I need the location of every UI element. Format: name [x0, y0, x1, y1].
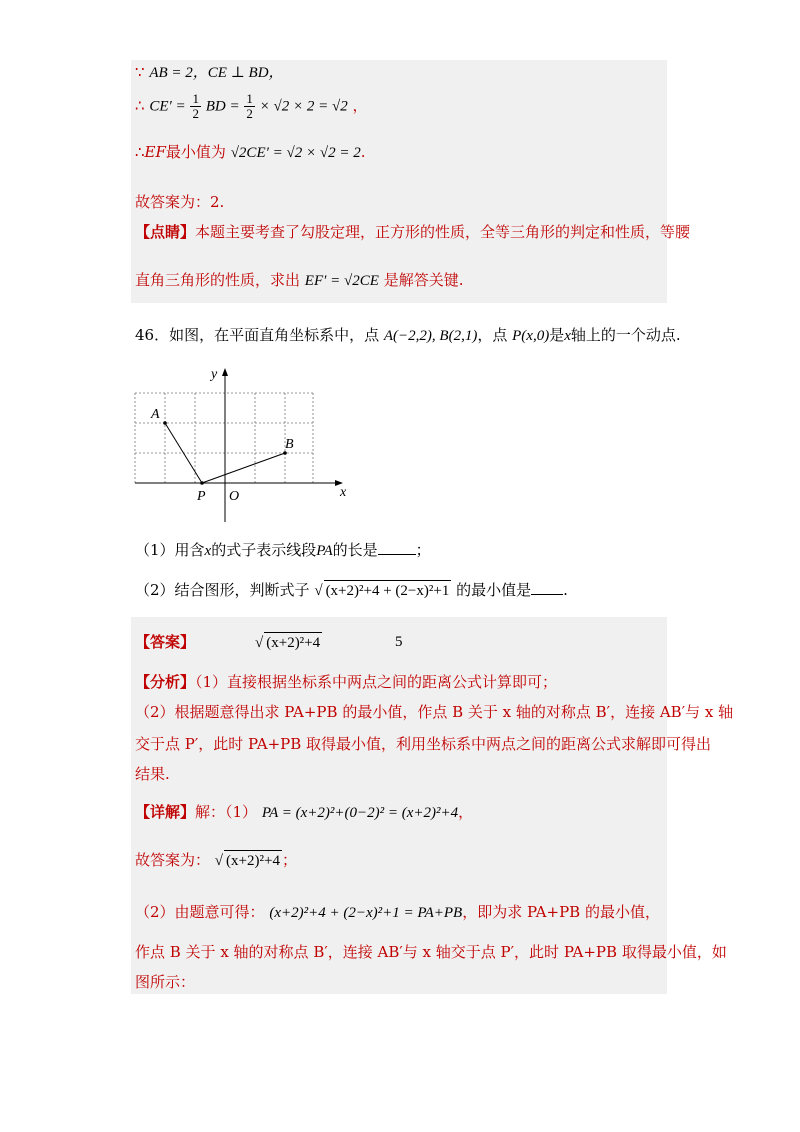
point-a	[163, 421, 167, 425]
label-o: O	[229, 489, 240, 504]
label-a: A	[151, 407, 160, 422]
detail-line-4: 图所示：	[135, 973, 196, 991]
label-y: y	[211, 367, 218, 382]
detail-line-1: 【详解】解：（1） PA = (x+2)²+(0−2)² = (x+2)²+4，	[135, 803, 474, 821]
answer-row: 【答案】 √ (x+2)²+4 5	[135, 633, 403, 651]
label-x: x	[340, 485, 347, 500]
subquestion-2: （2）结合图形，判断式子 √ (x+2)²+4 + (2−x)²+1 的最小值是 .	[135, 581, 568, 599]
analysis-line-2: （2）根据题意得出求 PA+PB 的最小值，作点 B 关于 x 轴的对称点 B′，连接 AB′与 x 轴	[135, 703, 734, 721]
answer-blank-2[interactable]	[531, 594, 563, 595]
sqrt-expression: √ (x+2)²+4 + (2−x)²+1	[314, 583, 451, 599]
solution-line-3: ∴EF最小值为 √2CE′ = √2 × √2 = 2.	[135, 143, 366, 161]
fraction-half-2: $\frac{1}{2}$	[246, 91, 253, 121]
comment-line-1: 【点睛】本题主要考查了勾股定理，正方形的性质，全等三角形的判定和性质，等腰	[135, 223, 691, 241]
fraction-half: $\frac{1}{2}$	[192, 91, 199, 121]
analysis-line-4: 结果.	[135, 765, 170, 783]
detail-line-2: （2）由题意可得： (x+2)²+4 + (2−x)²+1 = PA+PB，即为求 PA+PB 的最小值，	[135, 903, 660, 921]
segment-pb	[202, 453, 285, 483]
point-p	[200, 481, 204, 485]
solution-line-2: ∴ CE′ = $\frac{1}{2}$ BD = $\frac{1}{2}$ × √2 × 2 = √2 ，	[135, 91, 368, 121]
answer-1: √ (x+2)²+4	[255, 632, 322, 653]
label-p: P	[197, 489, 206, 504]
detail-line-3: 作点 B 关于 x 轴的对称点 B′，连接 AB′与 x 轴交于点 P′，此时 PA+PB 取得最小值，如	[135, 943, 727, 961]
label-b: B	[285, 437, 294, 452]
detail-answer: 故答案为： √ (x+2)²+4 ；	[135, 851, 297, 869]
question-46: 46．如图，在平面直角坐标系中，点 A(−2,2), B(2,1)，点 P(x,0)是x轴上的一个动点.	[135, 326, 681, 344]
y-axis-arrow	[222, 368, 228, 376]
coordinate-figure	[125, 362, 355, 530]
answer-2: 5	[395, 634, 403, 650]
answer-blank-1[interactable]	[378, 554, 416, 555]
analysis-line-3: 交于点 P′，此时 PA+PB 取得最小值，利用坐标系中两点之间的距离公式求解即可得出	[135, 735, 712, 753]
comment-line-2: 直角三角形的性质，求出 EF′ = √2CE 是解答关键.	[135, 271, 464, 289]
answer-line: 故答案为：2.	[135, 193, 225, 211]
subquestion-1: （1）用含x的式子表示线段PA的长是 ；	[135, 541, 431, 559]
analysis-line-1: 【分析】（1）直接根据坐标系中两点之间的距离公式计算即可；	[135, 673, 558, 691]
solution-line-1: ∵ AB = 2，CE ⊥ BD，	[135, 63, 284, 81]
